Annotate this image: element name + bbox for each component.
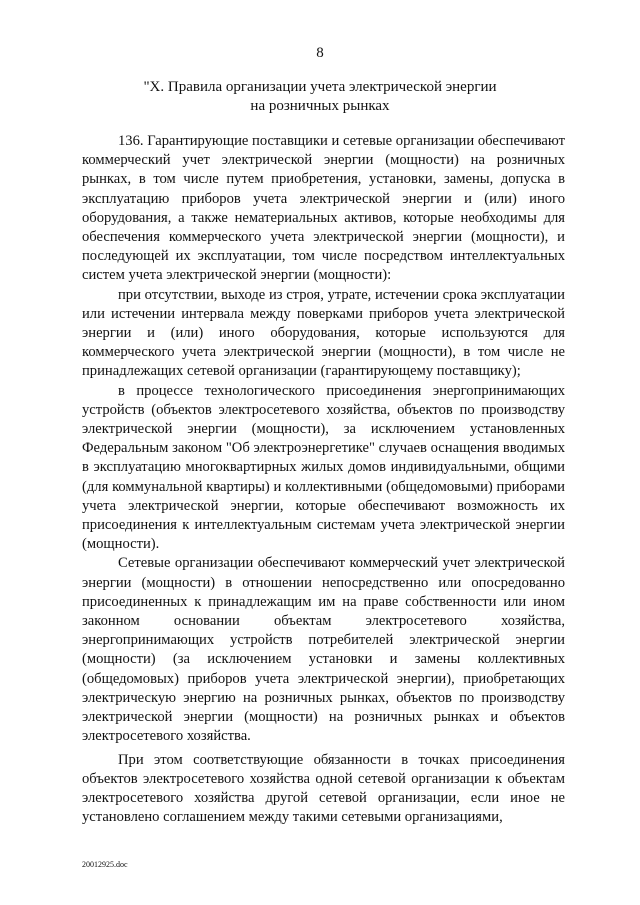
paragraph-absent-meters: при отсутствии, выходе из строя, утрате, истечении срока эксплуатации или истечении интервала между поверками приборов учета электрической энергии и (или) иного оборудования, которые используются для коммерческого учета электрической энергии (мощности), в том числе не принадлежащих сетевой организации (гарантирующему поставщику); bbox=[82, 286, 565, 380]
footer-filename: 20012925.doc bbox=[82, 860, 128, 869]
section-title bbox=[120, 78, 520, 116]
paragraph-136: 136. Гарантирующие поставщики и сетевые организации обеспечивают коммерческий учет электрической энергии (мощности) на розничных рынках, в том числе путем приобретения, установки, замены, допуска в эксплуатацию приборов учета электрической энергии и (или) иного оборудования, а также нематериальных активов, которые необходимы для обеспечения коммерческого учета электрической энергии (мощности), и последующей их эксплуатации, том числе посредством интеллектуальных систем учета электрической энергии (мощности): bbox=[82, 133, 565, 284]
page-number: 8 bbox=[316, 45, 324, 61]
paragraph-connection-points: При этом соответствующие обязанности в точках присоединения объектов электросетевого хозяйства одной сетевой организации к объектам электросетевого хозяйства другой сетевой организации, если иное не установлено соглашением между такими сетевыми организациями, bbox=[82, 751, 565, 826]
paragraph-technological-connection: в процессе технологического присоединения энергопринимающих устройств (объектов электросетевого хозяйства, объектов по производству электрической энергии (мощности), за исключением установленных Федеральным законом "Об электроэнергетике" случаев оснащения вводимых в эксплуатацию многоквартирных жилых домов индивидуальными, общими (для коммунальной квартиры) и коллективными (общедомовыми) приборами учета электрической энергии, которые обеспечивают возможность их присоединения к интеллектуальным системам учета электрической энергии (мощности). bbox=[82, 382, 565, 553]
section-title-line-2: на розничных рынках bbox=[250, 98, 390, 114]
document-body bbox=[82, 132, 565, 827]
section-title-line-1: "X. Правила организации учета электрической энергии bbox=[143, 79, 497, 95]
paragraph-network-organizations: Сетевые организации обеспечивают коммерческий учет электрической энергии (мощности) в отношении непосредственно или опосредованно присоединенных к принадлежащим им на праве собственности или ином законном основании объектам электросетевого хозяйства, энергопринимающих устройств потребителей электрической энергии (мощности) (за исключением установки и замены коллективных (общедомовых) приборов учета электрической энергии), приобретающих электрическую энергию на розничных рынках, объектов по производству электрической энергии (мощности) на розничных рынках и объектов электросетевого хозяйства. bbox=[82, 555, 565, 745]
